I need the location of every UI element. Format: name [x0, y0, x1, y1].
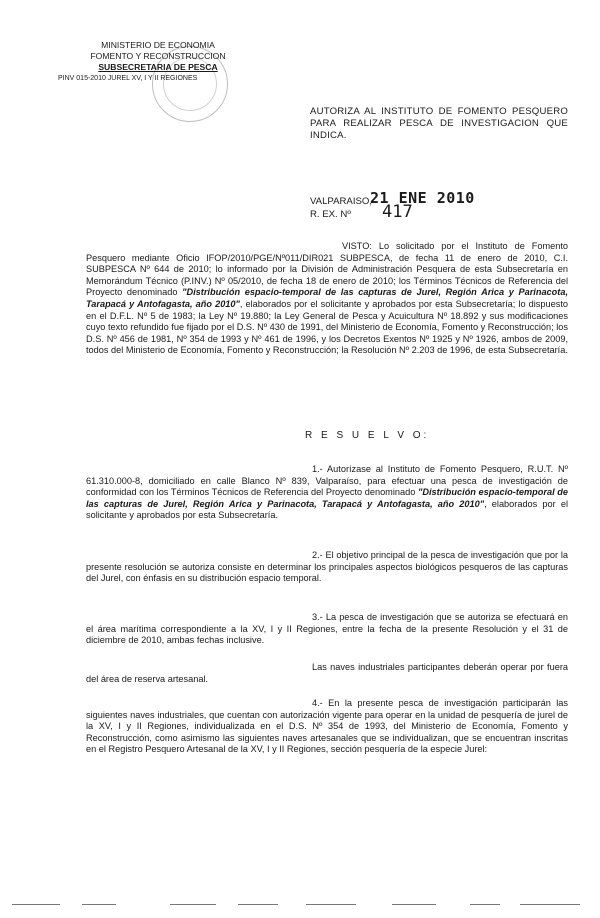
resolution-number: 417 — [382, 202, 413, 222]
visto-project-title: "Distribución espacio-temporal de las capturas de Jurel, Región Arica y Parinacota, Tarapacá y Antofagasta, año 2010" — [86, 287, 569, 309]
item-4-paragraph: 4.- En la presente pesca de investigación participarán las siguientes naves industriales, que cuentan con autorización vigente para operar en la unidad de pesquería de jurel de la XV, I y II Regiones, individualizada en el D.S. Nº 354 de 1993, del Ministerio de Economía, Fomento y Reconstrucción, como asimismo las siguientes naves artesanales que se individualizan, que se encuentran inscritas en el Registro Pesquero Artesanal de la XV, I y II Regiones, sección pesquería de la especie Jurel: — [86, 698, 568, 755]
item-1-paragraph — [86, 464, 568, 522]
resolution-city: VALPARAISO, — [310, 196, 373, 207]
visto-text-1: VISTO: Lo solicitado por el Instituto de Fomento Pesquero mediante Oficio IFOP/2010/PGE/Nº011/DIR021 SUBPESCA, de fecha 11 de enero de 2010, C.I. SUBPESCA Nº 644 de 2010; lo informado por la División de Administración Pesquera de esta Subsecretaría en Memorándum Técnico (P.INV.) Nº 05/2010, de fecha 18 de enero de 2010; los Términos Técnicos de Referencia del Proyecto denominado — [86, 241, 568, 298]
item-3-note-paragraph: Las naves industriales participantes deberán operar por fuera del área de reserva artesanal. — [86, 662, 568, 684]
header-fomento: FOMENTO Y RECONSTRUCCION — [90, 51, 226, 61]
item-1-text-1: 1.- Autorízase al Instituto de Fomento Pesquero, R.U.T. Nº 61.310.000-8, domiciliado en calle Blanco Nº 839, Valparaíso, para efectuar una pesca de investigación de conformidad con los Términos Técnicos de Referencia del Proyecto denominado — [86, 464, 568, 498]
header-reference: PINV 015-2010 JUREL XV, I Y II REGIONES — [58, 75, 198, 82]
item-1-project-title: "Distribución espacio-temporal de las capturas de Jurel, Región Arica y Parinacota, Tarapacá y Antofagasta, año 2010" — [86, 487, 568, 509]
resolution-date-stamp: 21 ENE 2010 — [370, 189, 475, 207]
visto-text-2: , elaborados por el solicitante y aprobados por esta Subsecretaría; lo dispuesto en el D.F.L. Nº 5 de 1983; la Ley Nº 19.880; la Ley General de Pesca y Acuicultura Nº 18.892 y sus modificaciones cuyo texto refundido fue fijado por el D.S. Nº 430 de 1991, del Ministerio de Economía, Fomento y Reconstrucción; los D.S. Nº 456 de 1981, Nº 354 de 1993 y Nº 461 de 1996, y los Decretos Exentos Nº 1925 y Nº 1926, ambos de 2009, todos del Ministerio de Economía, Fomento y Reconstrucción; la Resolución Nº 2.203 de 1996, de esta Subsecretaría. — [86, 298, 568, 356]
header-ministry: MINISTERIO DE ECONOMIA — [101, 40, 215, 50]
footer-rule — [0, 904, 600, 910]
resolution-number-label: R. EX. Nº — [310, 209, 351, 220]
header-subsecretaria: SUBSECRETARIA DE PESCA — [98, 62, 218, 72]
resuelvo-heading: R E S U E L V O: — [305, 430, 430, 441]
item-1-text-2: , elaborados por el solicitante y aprobados por esta Subsecretaría. — [86, 498, 568, 521]
resolution-subject: AUTORIZA AL INSTITUTO DE FOMENTO PESQUERO PARA REALIZAR PESCA DE INVESTIGACION QUE INDICA. — [310, 106, 568, 141]
item-2-paragraph: 2.- El objetivo principal de la pesca de investigación que por la presente resolución se autoriza consiste en determinar los principales aspectos biológicos pesqueros de las capturas del Jurel, con énfasis en su distribución espacio temporal. — [86, 550, 568, 584]
visto-paragraph — [86, 241, 568, 357]
ministry-header — [58, 40, 258, 84]
item-3-paragraph: 3.- La pesca de investigación que se autoriza se efectuará en el área marítima correspondiente a la XV, I y II Regiones, entre la fecha de la presente Resolución y el 31 de diciembre de 2010, ambas fechas inclusive. — [86, 612, 568, 646]
